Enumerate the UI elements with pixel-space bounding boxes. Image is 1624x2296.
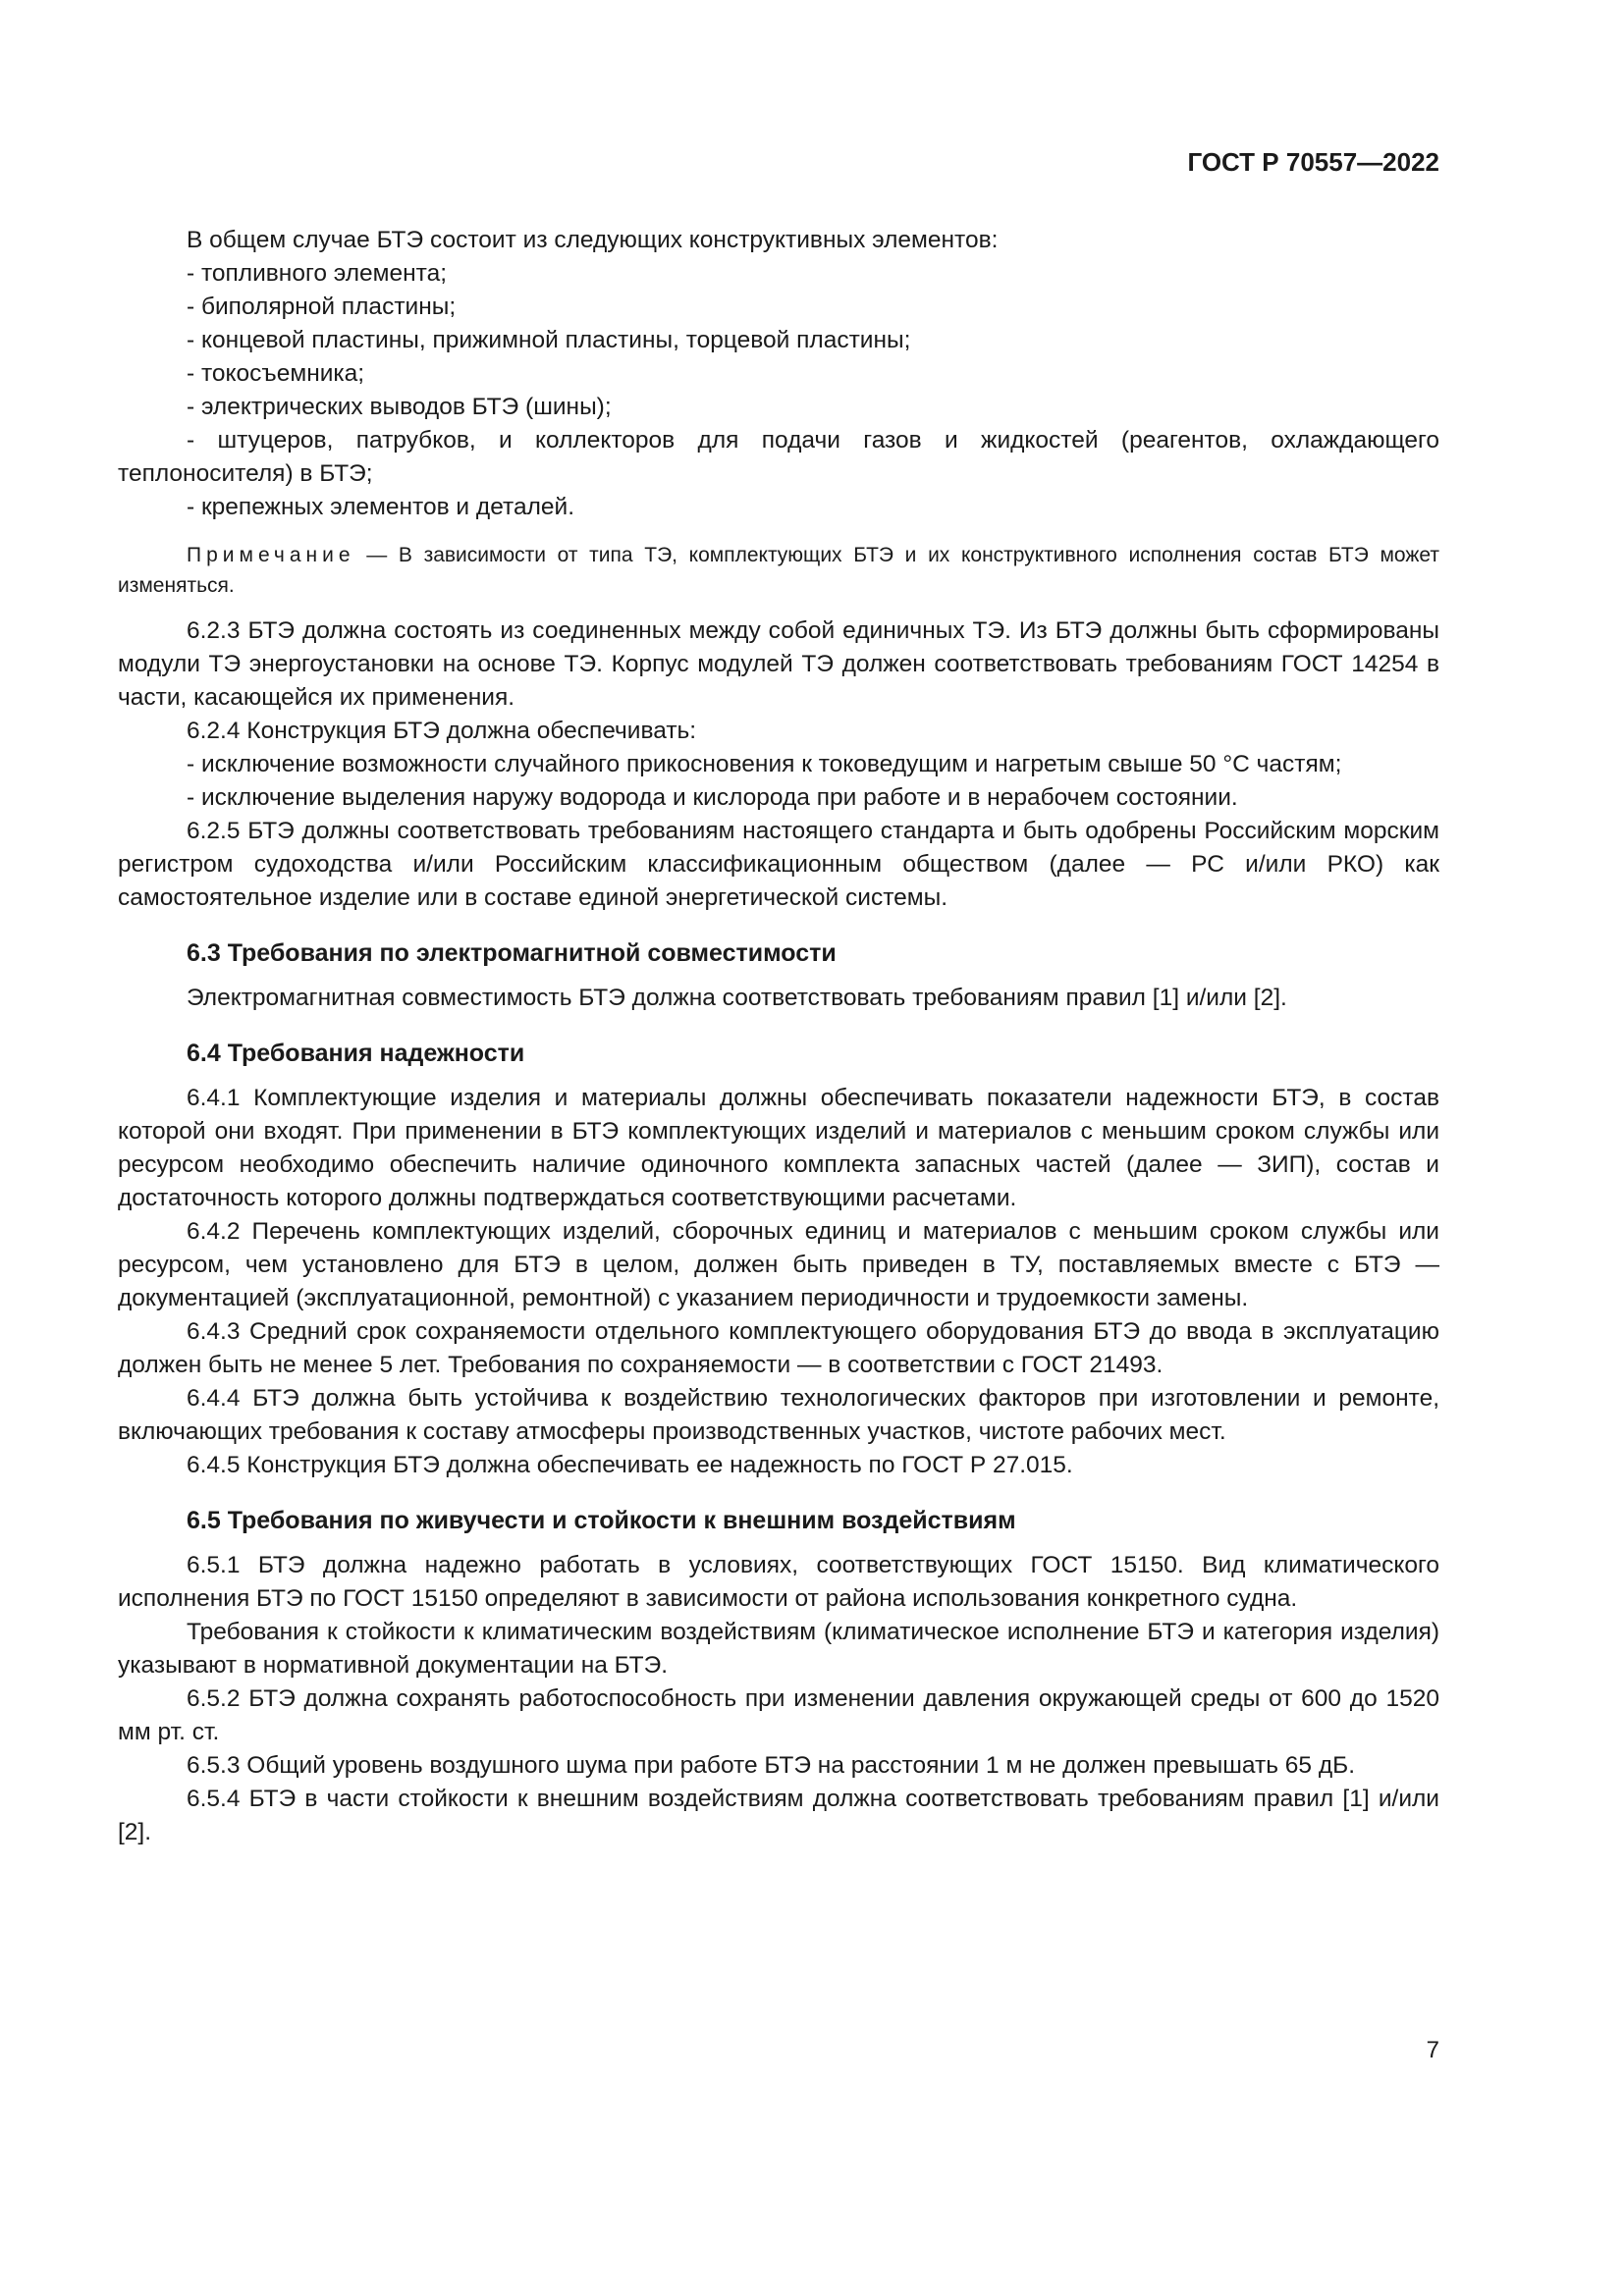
clause-6-5-1: 6.5.1 БТЭ должна надежно работать в условиях, соответствующих ГОСТ 15150. Вид климатического исполнения БТЭ по ГОСТ 15150 определяют в зависимости от района использования конкретного судна. bbox=[118, 1552, 1439, 1612]
document-header: ГОСТ Р 70557—2022 bbox=[1187, 147, 1439, 177]
page-number: 7 bbox=[1426, 2037, 1439, 2063]
clause-6-2-3: 6.2.3 БТЭ должна состоять из соединенных между собой единичных ТЭ. Из БТЭ должны быть сформированы модули ТЭ энергоустановки на основе ТЭ. Корпус модулей ТЭ должен соответствовать требованиям ГОСТ 14254 в части, касающейся их применения. bbox=[118, 617, 1439, 711]
clause-6-4-1: 6.4.1 Комплектующие изделия и материалы должны обеспечивать показатели надежности БТЭ, в состав которой они входят. При применении в БТЭ комплектующих изделий и материалов с меньшим сроком службы или ресурсом необходимо обеспечить наличие одиночного комплекта запасных частей (далее — ЗИП), состав и достаточность которого должны подтверждаться соответствующими расчетами. bbox=[118, 1085, 1439, 1211]
component-item: - электрических выводов БТЭ (шины); bbox=[187, 394, 612, 420]
note-label: Примечание bbox=[187, 544, 355, 566]
clause-6-4-4: 6.4.4 БТЭ должна быть устойчива к воздействию технологических факторов при изготовлении и ремонте, включающих требования к составу атмосферы производственных участков, чистоте рабочих мест. bbox=[118, 1385, 1439, 1445]
clause-6-4-5: 6.4.5 Конструкция БТЭ должна обеспечивать ее надежность по ГОСТ Р 27.015. bbox=[187, 1452, 1073, 1478]
note-paragraph bbox=[118, 540, 1439, 601]
clause-6-2-5: 6.2.5 БТЭ должны соответствовать требованиям настоящего стандарта и быть одобрены Российским морским регистром судоходства и/или Российским классификационным обществом (далее — РС и/или РКО) как самостоятельное изделие или в составе единой энергетической системы. bbox=[118, 818, 1439, 911]
clause-6-4-3: 6.4.3 Средний срок сохраняемости отдельного комплектующего оборудования БТЭ до ввода в эксплуатацию должен быть не менее 5 лет. Требования по сохраняемости — в соответствии с ГОСТ 21493. bbox=[118, 1318, 1439, 1378]
document-body bbox=[118, 224, 1439, 1849]
clause-6-4-2: 6.4.2 Перечень комплектующих изделий, сборочных единиц и материалов с меньшим сроком службы или ресурсом, чем установлено для БТЭ в целом, должен быть приведен в ТУ, поставляемых вместе с БТЭ — документацией (эксплуатационной, ремонтной) с указанием периодичности и трудоемкости замены. bbox=[118, 1218, 1439, 1311]
component-item: - топливного элемента; bbox=[187, 260, 448, 287]
section-6-4-heading: 6.4 Требования надежности bbox=[187, 1040, 525, 1067]
intro-paragraph: В общем случае БТЭ состоит из следующих конструктивных элементов: bbox=[187, 227, 999, 253]
section-6-3-text: Электромагнитная совместимость БТЭ должна соответствовать требованиям правил [1] и/или [2]. bbox=[187, 985, 1287, 1011]
section-6-3-heading: 6.3 Требования по электромагнитной совместимости bbox=[187, 939, 837, 967]
section-6-5-heading: 6.5 Требования по живучести и стойкости к внешним воздействиям bbox=[187, 1507, 1016, 1534]
clause-6-5-1-continued: Требования к стойкости к климатическим воздействиям (климатическое исполнение БТЭ и категория изделия) указывают в нормативной документации на БТЭ. bbox=[118, 1619, 1439, 1679]
component-item: - крепежных элементов и деталей. bbox=[187, 494, 575, 520]
clause-6-5-4: 6.5.4 БТЭ в части стойкости к внешним воздействиям должна соответствовать требованиям правил [1] и/или [2]. bbox=[118, 1786, 1439, 1845]
clause-6-5-3: 6.5.3 Общий уровень воздушного шума при работе БТЭ на расстоянии 1 м не должен превышать 65 дБ. bbox=[187, 1752, 1356, 1779]
component-item: - токосъемника; bbox=[187, 360, 365, 387]
component-item: - биполярной пластины; bbox=[187, 294, 457, 320]
clause-6-2-4-item: - исключение выделения наружу водорода и кислорода при работе и в нерабочем состоянии. bbox=[187, 784, 1238, 811]
clause-6-5-2: 6.5.2 БТЭ должна сохранять работоспособность при изменении давления окружающей среды от 600 до 1520 мм рт. ст. bbox=[118, 1685, 1439, 1745]
component-item: - штуцеров, патрубков, и коллекторов для подачи газов и жидкостей (реагентов, охлаждающего теплоносителя) в БТЭ; bbox=[118, 427, 1439, 487]
clause-6-2-4: 6.2.4 Конструкция БТЭ должна обеспечивать: bbox=[187, 718, 697, 744]
component-item: - концевой пластины, прижимной пластины, торцевой пластины; bbox=[187, 327, 911, 353]
note-text: — В зависимости от типа ТЭ, комплектующих БТЭ и их конструктивного исполнения состав БТЭ может изменяться. bbox=[118, 544, 1439, 597]
clause-6-2-4-item: - исключение возможности случайного прикосновения к токоведущим и нагретым свыше 50 °С частям; bbox=[187, 751, 1342, 777]
